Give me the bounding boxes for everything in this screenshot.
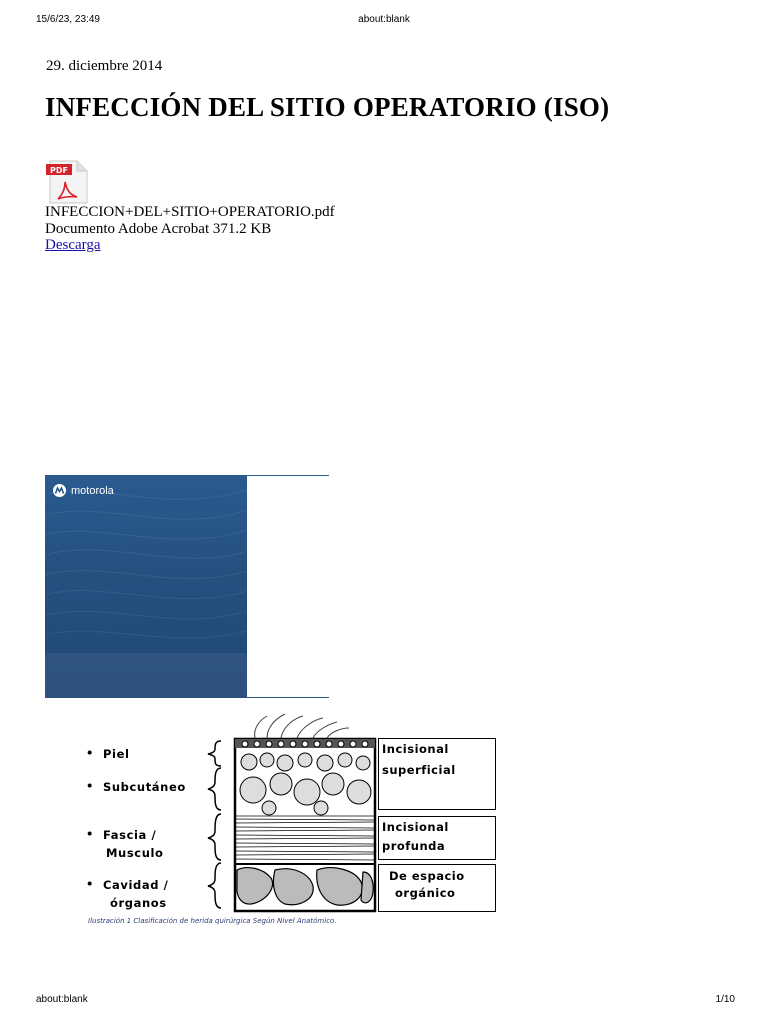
print-footer [0,994,768,1014]
box-label: superficial [382,763,456,777]
box-organo-espacio [378,864,496,912]
bullet-dot: • [86,779,94,793]
bullet-dot: • [86,746,94,760]
print-url: about:blank [358,14,410,25]
motorola-m-icon [53,484,66,497]
download-link[interactable]: Descarga [45,237,101,253]
print-datetime: 15/6/23, 23:49 [36,14,100,25]
card-bottom-rule [247,697,329,698]
card-stripe [45,653,247,698]
motorola-brand-text: motorola [71,484,114,497]
box-label: Incisional [382,820,449,834]
box-label: De espacio [389,869,465,883]
motorola-logo [53,484,114,497]
motorola-image [45,475,247,698]
box-incisional-profunda [378,816,496,860]
box-label: orgánico [395,886,456,900]
attachment-block [45,204,335,254]
attachment-description: Documento Adobe Acrobat 371.2 KB [45,220,272,237]
label-cavidad: Cavidad / [103,878,169,892]
footer-url: about:blank [36,994,88,1005]
page-number: 1/10 [715,994,735,1005]
card-top-rule [247,475,329,476]
bullet-dot: • [86,877,94,891]
page-title: INFECCIÓN DEL SITIO OPERATORIO (ISO) [45,92,610,122]
label-organos: órganos [110,896,167,910]
attachment-filename: INFECCION+DEL+SITIO+OPERATORIO.pdf [45,204,335,220]
pdf-badge-text: PDF [50,166,68,175]
figure-caption: Ilustración 1 Clasificación de herida quirúrgica Según Nivel Anatómico. [88,917,337,925]
pdf-file-icon[interactable] [45,160,89,204]
box-label: profunda [382,839,446,853]
label-musculo: Musculo [106,846,164,860]
label-piel: Piel [103,747,130,761]
box-incisional-superficial [378,738,496,810]
tissue-diagram [205,710,385,915]
print-header [0,14,768,34]
label-fascia: Fascia / [103,828,157,842]
box-label: Incisional [382,742,449,756]
label-subcutaneo: Subcutáneo [103,780,186,794]
anatomy-figure [80,710,500,935]
bullet-dot: • [86,827,94,841]
post-date: 29. diciembre 2014 [46,58,163,74]
